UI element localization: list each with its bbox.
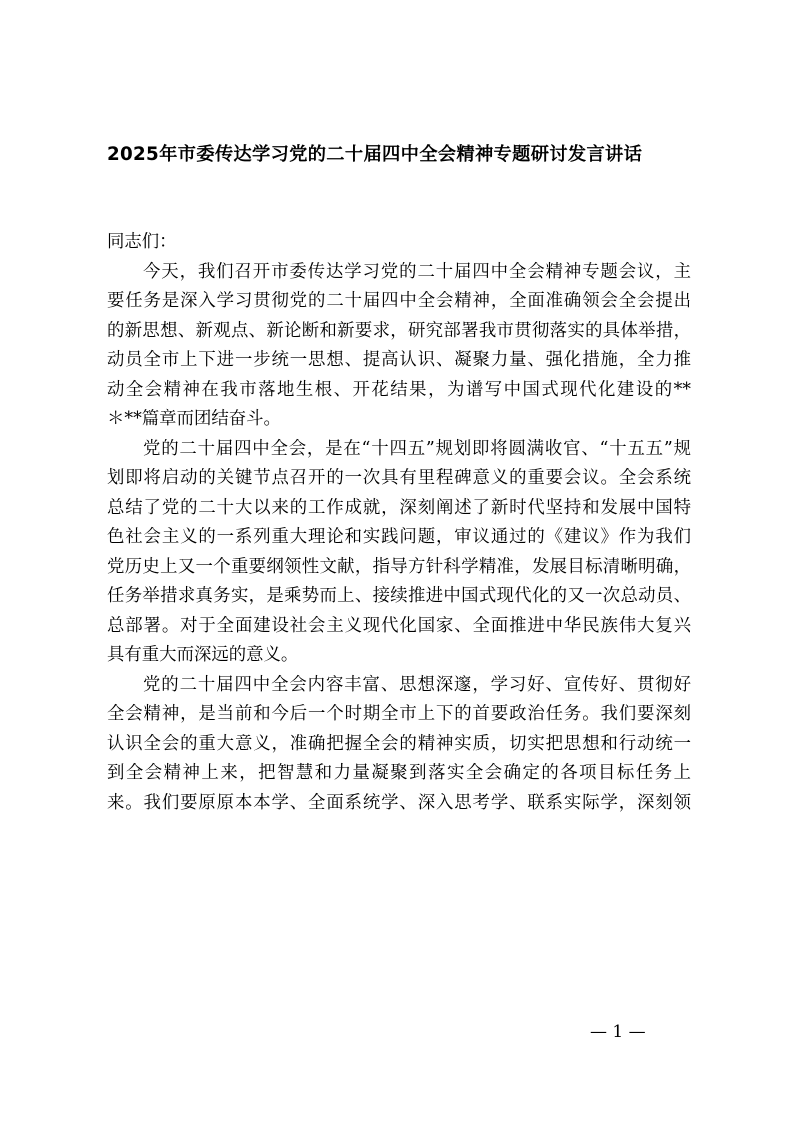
paragraph-2 bbox=[107, 435, 691, 671]
paragraph-line: 认识全会的重大意义，准确把握全会的精神实质，切实把思想和行动统一 bbox=[107, 733, 691, 754]
paragraph-line: 来。我们要原原本本学、全面系统学、深入思考学、联系实际学，深刻领 bbox=[107, 792, 691, 813]
paragraph-line: 总部署。对于全面建设社会主义现代化国家、全面推进中华民族伟大复兴 bbox=[107, 615, 691, 636]
paragraph-1 bbox=[107, 258, 691, 435]
document-title: 2025年市委传达学习党的二十届四中全会精神专题研讨发言讲话 bbox=[107, 144, 643, 165]
paragraph-line: 具有重大而深远的意义。 bbox=[107, 645, 299, 665]
paragraph-line: 划即将启动的关键节点召开的一次具有里程碑意义的重要会议。全会系统 bbox=[107, 468, 691, 488]
paragraph-line: 到全会精神上来，把智慧和力量凝聚到落实全会确定的各项目标任务上 bbox=[107, 763, 691, 783]
paragraph-line: 党的二十届四中全会，是在“十四五”规划即将圆满收官、“十五五”规 bbox=[143, 438, 691, 459]
paragraph-line: ＊**篇章而团结奋斗。 bbox=[107, 409, 281, 429]
paragraph-line: 的新思想、新观点、新论断和新要求，研究部署我市贯彻落实的具体举措， bbox=[107, 320, 691, 341]
paragraph-line: 今天，我们召开市委传达学习党的二十届四中全会精神专题会议，主 bbox=[143, 261, 691, 282]
paragraph-3 bbox=[107, 671, 691, 819]
paragraph-line: 任务举措求真务实，是乘势而上、接续推进中国式现代化的又一次总动员、 bbox=[107, 586, 691, 606]
paragraph-line: 总结了党的二十大以来的工作成就，深刻阐述了新时代坚持和发展中国特 bbox=[107, 497, 691, 518]
paragraph-line: 动全会精神在我市落地生根、开花结果，为谱写中国式现代化建设的** bbox=[107, 379, 691, 400]
paragraph-line: 动员全市上下进一步统一思想、提高认识、凝聚力量、强化措施，全力推 bbox=[107, 350, 691, 370]
paragraph-line: 色社会主义的一系列重大理论和实践问题，审议通过的《建议》作为我们 bbox=[107, 527, 691, 547]
document-body bbox=[107, 228, 691, 818]
paragraph-line: 要任务是深入学习贯彻党的二十届四中全会精神，全面准确领会全会提出 bbox=[107, 291, 691, 311]
paragraph-line: 全会精神，是当前和今后一个时期全市上下的首要政治任务。我们要深刻 bbox=[107, 704, 691, 724]
page-number: — 1 — bbox=[590, 1022, 646, 1042]
paragraph-line: 党的二十届四中全会内容丰富、思想深邃，学习好、宣传好、贯彻好 bbox=[143, 674, 691, 695]
greeting: 同志们： bbox=[107, 232, 177, 252]
paragraph-line: 党历史上又一个重要纲领性文献，指导方针科学精准，发展目标清晰明确， bbox=[107, 556, 691, 577]
